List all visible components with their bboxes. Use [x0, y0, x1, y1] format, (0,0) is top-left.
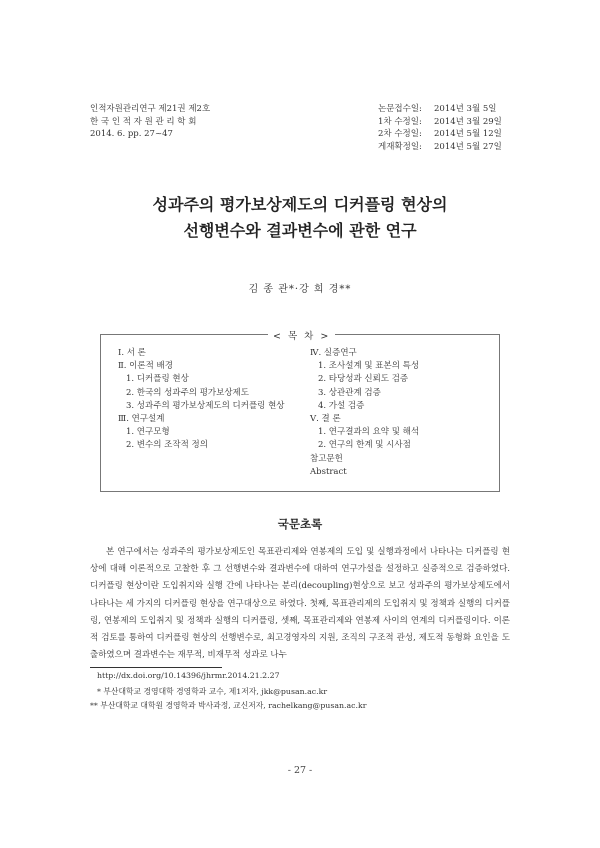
toc-item: 1. 조사설계 및 표본의 특성 [318, 361, 420, 372]
toc-item: Ⅲ. 연구설계 [118, 414, 165, 425]
doi-link[interactable]: http://dx.doi.org/10.14396/jhrmr.2014.21.2.27 [97, 671, 280, 680]
date-value: 2014년 5월 12일 [434, 129, 502, 139]
date-label: 1차 수정일: [378, 116, 422, 127]
toc-item: 2. 연구의 한계 및 시사점 [318, 440, 411, 451]
date-value: 2014년 5월 27일 [434, 141, 502, 152]
authors: 김 종 관*·강 희 경** [248, 284, 352, 295]
date-row [378, 128, 502, 141]
abstract-body: 본 연구에서는 성과주의 평가보상제도인 목표관리제와 연봉제의 도입 및 실행과정에서 나타나는 디커플링 현상에 대해 이론적으로 고찰한 후 그 선행변수와 결과변수에 대하여 연구가설을 설정하고 실증적으로 검증하였다. 디커플링 현상이란 도입취지와 실행 간에 나타나는 분리(decoupling)현상으로 보고 성과주의 평가보상제도에서 나타나는 세 가지의 디커플링 현상을 연구대상으로 하였다. 첫째, 목표관리제의 도입취지 및 정책과 실행의 디커플링, 연봉제의 도입취지 및 정책과 실행의 디커플링, 셋째, 목표관리제와 연봉제 사이의 연계의 디커플링이다. 이론적 검토를 통하여 디커플링 현상의 선행변수로, 최고경영자의 지원, 조직의 구조적 관성, 제도적 동형화 요인을 도출하였으며 결과변수는 재무적, 비재무적 성과로 나누 [90, 547, 510, 661]
date-label: 게재확정일: [378, 141, 422, 152]
toc-item: 3. 상관관계 검증 [318, 387, 381, 398]
date-label: 논문접수일: [378, 104, 422, 114]
abstract-title: 국문초록 [277, 517, 323, 531]
toc-item: Abstract [310, 466, 347, 477]
paper-title [0, 192, 600, 244]
journal-info [90, 103, 210, 141]
date-value: 2014년 3월 29일 [434, 116, 502, 127]
toc-right-column [310, 347, 419, 479]
toc-item: Ⅳ. 실증연구 [310, 348, 357, 358]
toc-left-column [118, 347, 285, 453]
toc-item: 1. 연구모형 [126, 427, 170, 438]
page-number: - 27 - [287, 765, 313, 776]
toc-item: 1. 디커플링 현상 [126, 374, 189, 385]
toc-item: 참고문헌 [310, 453, 343, 464]
toc-item: Ⅴ. 결 론 [310, 414, 341, 425]
issue-pages: 2014. 6. pp. 27~47 [90, 129, 173, 139]
toc-item: Ⅱ. 이론적 배경 [118, 361, 173, 372]
date-label: 2차 수정일: [378, 129, 422, 139]
title-line-1: 성과주의 평가보상제도의 디커플링 현상의 [152, 195, 448, 214]
toc-item: 4. 가설 검증 [318, 400, 365, 411]
table-of-contents [100, 331, 500, 492]
toc-item: 2. 타당성과 신뢰도 검증 [318, 374, 409, 385]
toc-item: 2. 변수의 조작적 정의 [126, 440, 208, 451]
footnote-author1 [97, 686, 327, 697]
footnote-marker: ** [90, 701, 98, 710]
footnote-author2 [90, 700, 366, 711]
toc-item: 3. 성과주의 평가보상제도의 디커플링 현상 [126, 400, 285, 411]
footnote-author1-text: 부산대학교 경영대학 경영학과 교수, 제1저자, jkk@pusan.ac.kr [103, 687, 328, 696]
submission-dates [378, 103, 502, 153]
title-line-2: 선행변수와 결과변수에 관한 연구 [183, 221, 417, 240]
journal-name: 인적자원관리연구 제21권 제2호 [90, 104, 211, 114]
footnote-divider [90, 667, 222, 668]
toc-item: 1. 연구결과의 요약 및 해석 [318, 427, 420, 438]
date-row [378, 103, 502, 116]
date-value: 2014년 3월 5일 [434, 104, 497, 114]
toc-item: 2. 한국의 성과주의 평가보상제도 [126, 387, 249, 398]
date-row [378, 116, 502, 129]
society-name: 한 국 인 적 자 원 관 리 학 회 [90, 116, 197, 127]
footnote-marker: * [97, 687, 101, 696]
toc-title: < 목 차 > [268, 328, 335, 342]
footnote-author2-text: 부산대학교 대학원 경영학과 박사과정, 교신저자, rachelkang@pusan.ac.kr [100, 701, 367, 710]
toc-item: Ⅰ. 서 론 [118, 348, 146, 358]
date-row [378, 141, 502, 154]
